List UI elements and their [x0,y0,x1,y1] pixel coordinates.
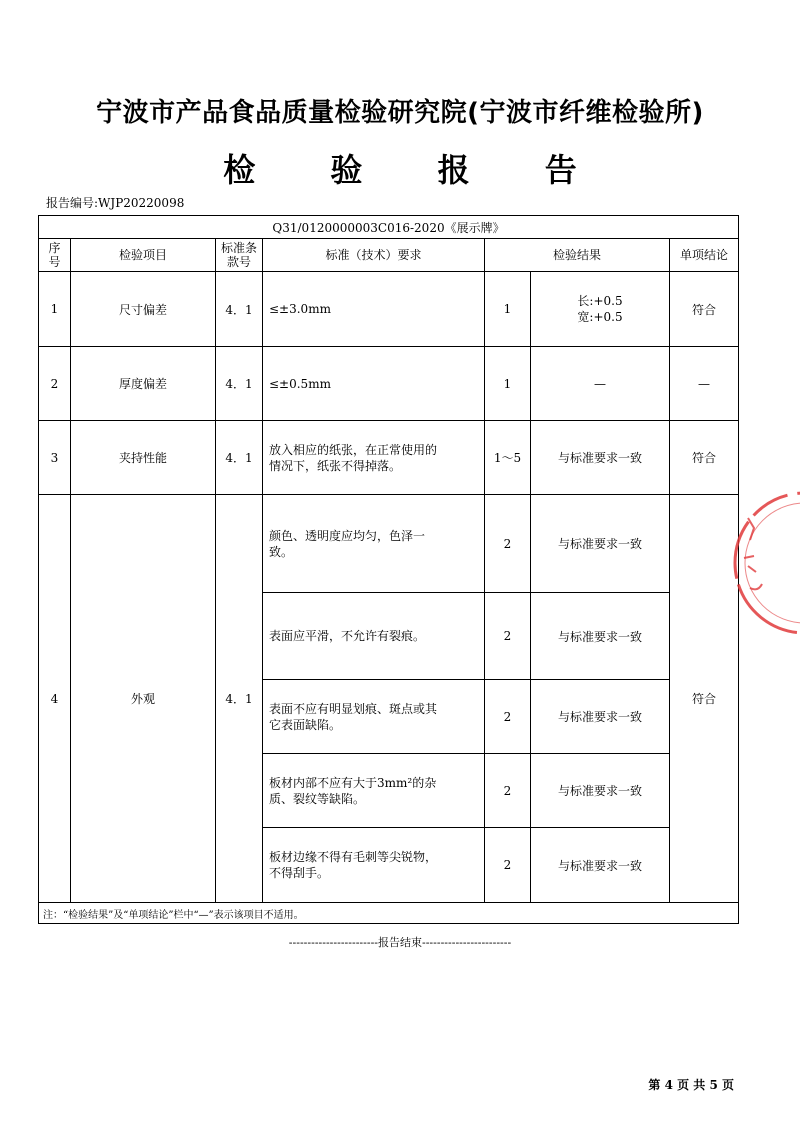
row-result [531,272,670,347]
red-seal-stamp [730,488,800,638]
col-header-item: 检验项目 [71,239,216,272]
row-requirement-line2: 情况下，纸张不得掉落。 [269,458,402,473]
row-conclusion: 符合 [670,495,739,903]
row-conclusion: 符合 [670,421,739,495]
subrow-requirement-line2: 质、裂纹等缺陷。 [269,791,366,806]
row-item: 厚度偏差 [71,347,216,421]
subrow-result: 与标准要求一致 [531,495,670,593]
subrow-requirement-line1: 板材边缘不得有毛刺等尖锐物， [269,850,438,864]
row-seq: 2 [39,347,71,421]
subrow-requirement-line2: 它表面缺陷。 [269,717,342,732]
row-result: — [531,347,670,421]
subrow-result: 与标准要求一致 [531,754,670,828]
row-seq: 3 [39,421,71,495]
subrow-count: 2 [485,754,531,828]
row-requirement: ≤±0.5mm [263,347,485,421]
row-requirement [263,421,485,495]
table-note: 注：“检验结果”及“单项结论”栏中“—”表示该项目不适用。 [39,903,739,924]
row-item: 外观 [71,495,216,903]
row-count: 1 [485,347,531,421]
subrow-requirement-line1: 表面应平滑，不允许有裂痕。 [269,629,426,643]
subrow-requirement-line2: 致。 [269,544,294,559]
row-seq: 1 [39,272,71,347]
row-clause: 4．1 [216,495,263,903]
report-end-line: ------------------------报告结束------------------------ [288,936,512,949]
row-conclusion: — [670,347,739,421]
subrow-requirement [263,754,485,828]
standard-title: Q31/0120000003C016-2020《展示牌》 [39,216,739,239]
row-seq: 4 [39,495,71,903]
table-row [39,495,739,593]
col-header-clause-line1: 标准条 [220,241,257,255]
col-header-requirement: 标准（技术）要求 [263,239,485,272]
row-count: 1～5 [485,421,531,495]
subrow-requirement-line2: 不得刮手。 [269,866,330,880]
row-item: 尺寸偏差 [71,272,216,347]
col-header-conclusion: 单项结论 [670,239,739,272]
subrow-result: 与标准要求一致 [531,828,670,903]
row-conclusion: 符合 [670,272,739,347]
subrow-count: 2 [485,828,531,903]
subrow-result: 与标准要求一致 [531,680,670,754]
row-item: 夹持性能 [71,421,216,495]
row-clause: 4．1 [216,347,263,421]
page-number: 第 4 页 共 5 页 [648,1078,734,1092]
table-row [39,347,739,421]
report-number: 报告编号:WJP20220098 [46,196,185,210]
subrow-requirement [263,593,485,680]
row-result: 与标准要求一致 [531,421,670,495]
report-title: 检 验 报 告 [223,151,609,189]
subrow-requirement [263,680,485,754]
row-result-length: 长:+0.5 [577,294,623,308]
subrow-requirement [263,495,485,593]
row-clause: 4．1 [216,272,263,347]
table-header-row [39,239,739,272]
subrow-requirement-line1: 板材内部不应有大于3mm²的杂 [269,775,437,790]
row-count: 1 [485,272,531,347]
subrow-count: 2 [485,680,531,754]
subrow-count: 2 [485,593,531,680]
stamp-inner-ring [745,503,800,623]
row-clause: 4．1 [216,421,263,495]
col-header-result: 检验结果 [485,239,670,272]
subrow-requirement-line1: 表面不应有明显划痕、斑点或其 [269,701,438,716]
col-header-clause-line2: 款号 [226,255,251,269]
inspection-table [38,215,739,924]
table-row [39,272,739,347]
row-requirement-line1: 放入相应的纸张，在正常使用的 [269,442,438,457]
col-header-clause [216,239,263,272]
table-row [39,421,739,495]
subrow-requirement [263,828,485,903]
subrow-count: 2 [485,495,531,593]
subrow-requirement-line1: 颜色、透明度应均匀，色泽一 [269,528,426,543]
row-requirement: ≤±3.0mm [263,272,485,347]
subrow-result: 与标准要求一致 [531,593,670,680]
institute-name: 宁波市产品食品质量检验研究院(宁波市纤维检验所) [96,98,704,128]
row-result-width: 宽:+0.5 [577,310,623,324]
col-header-seq: 序号 [39,239,71,272]
